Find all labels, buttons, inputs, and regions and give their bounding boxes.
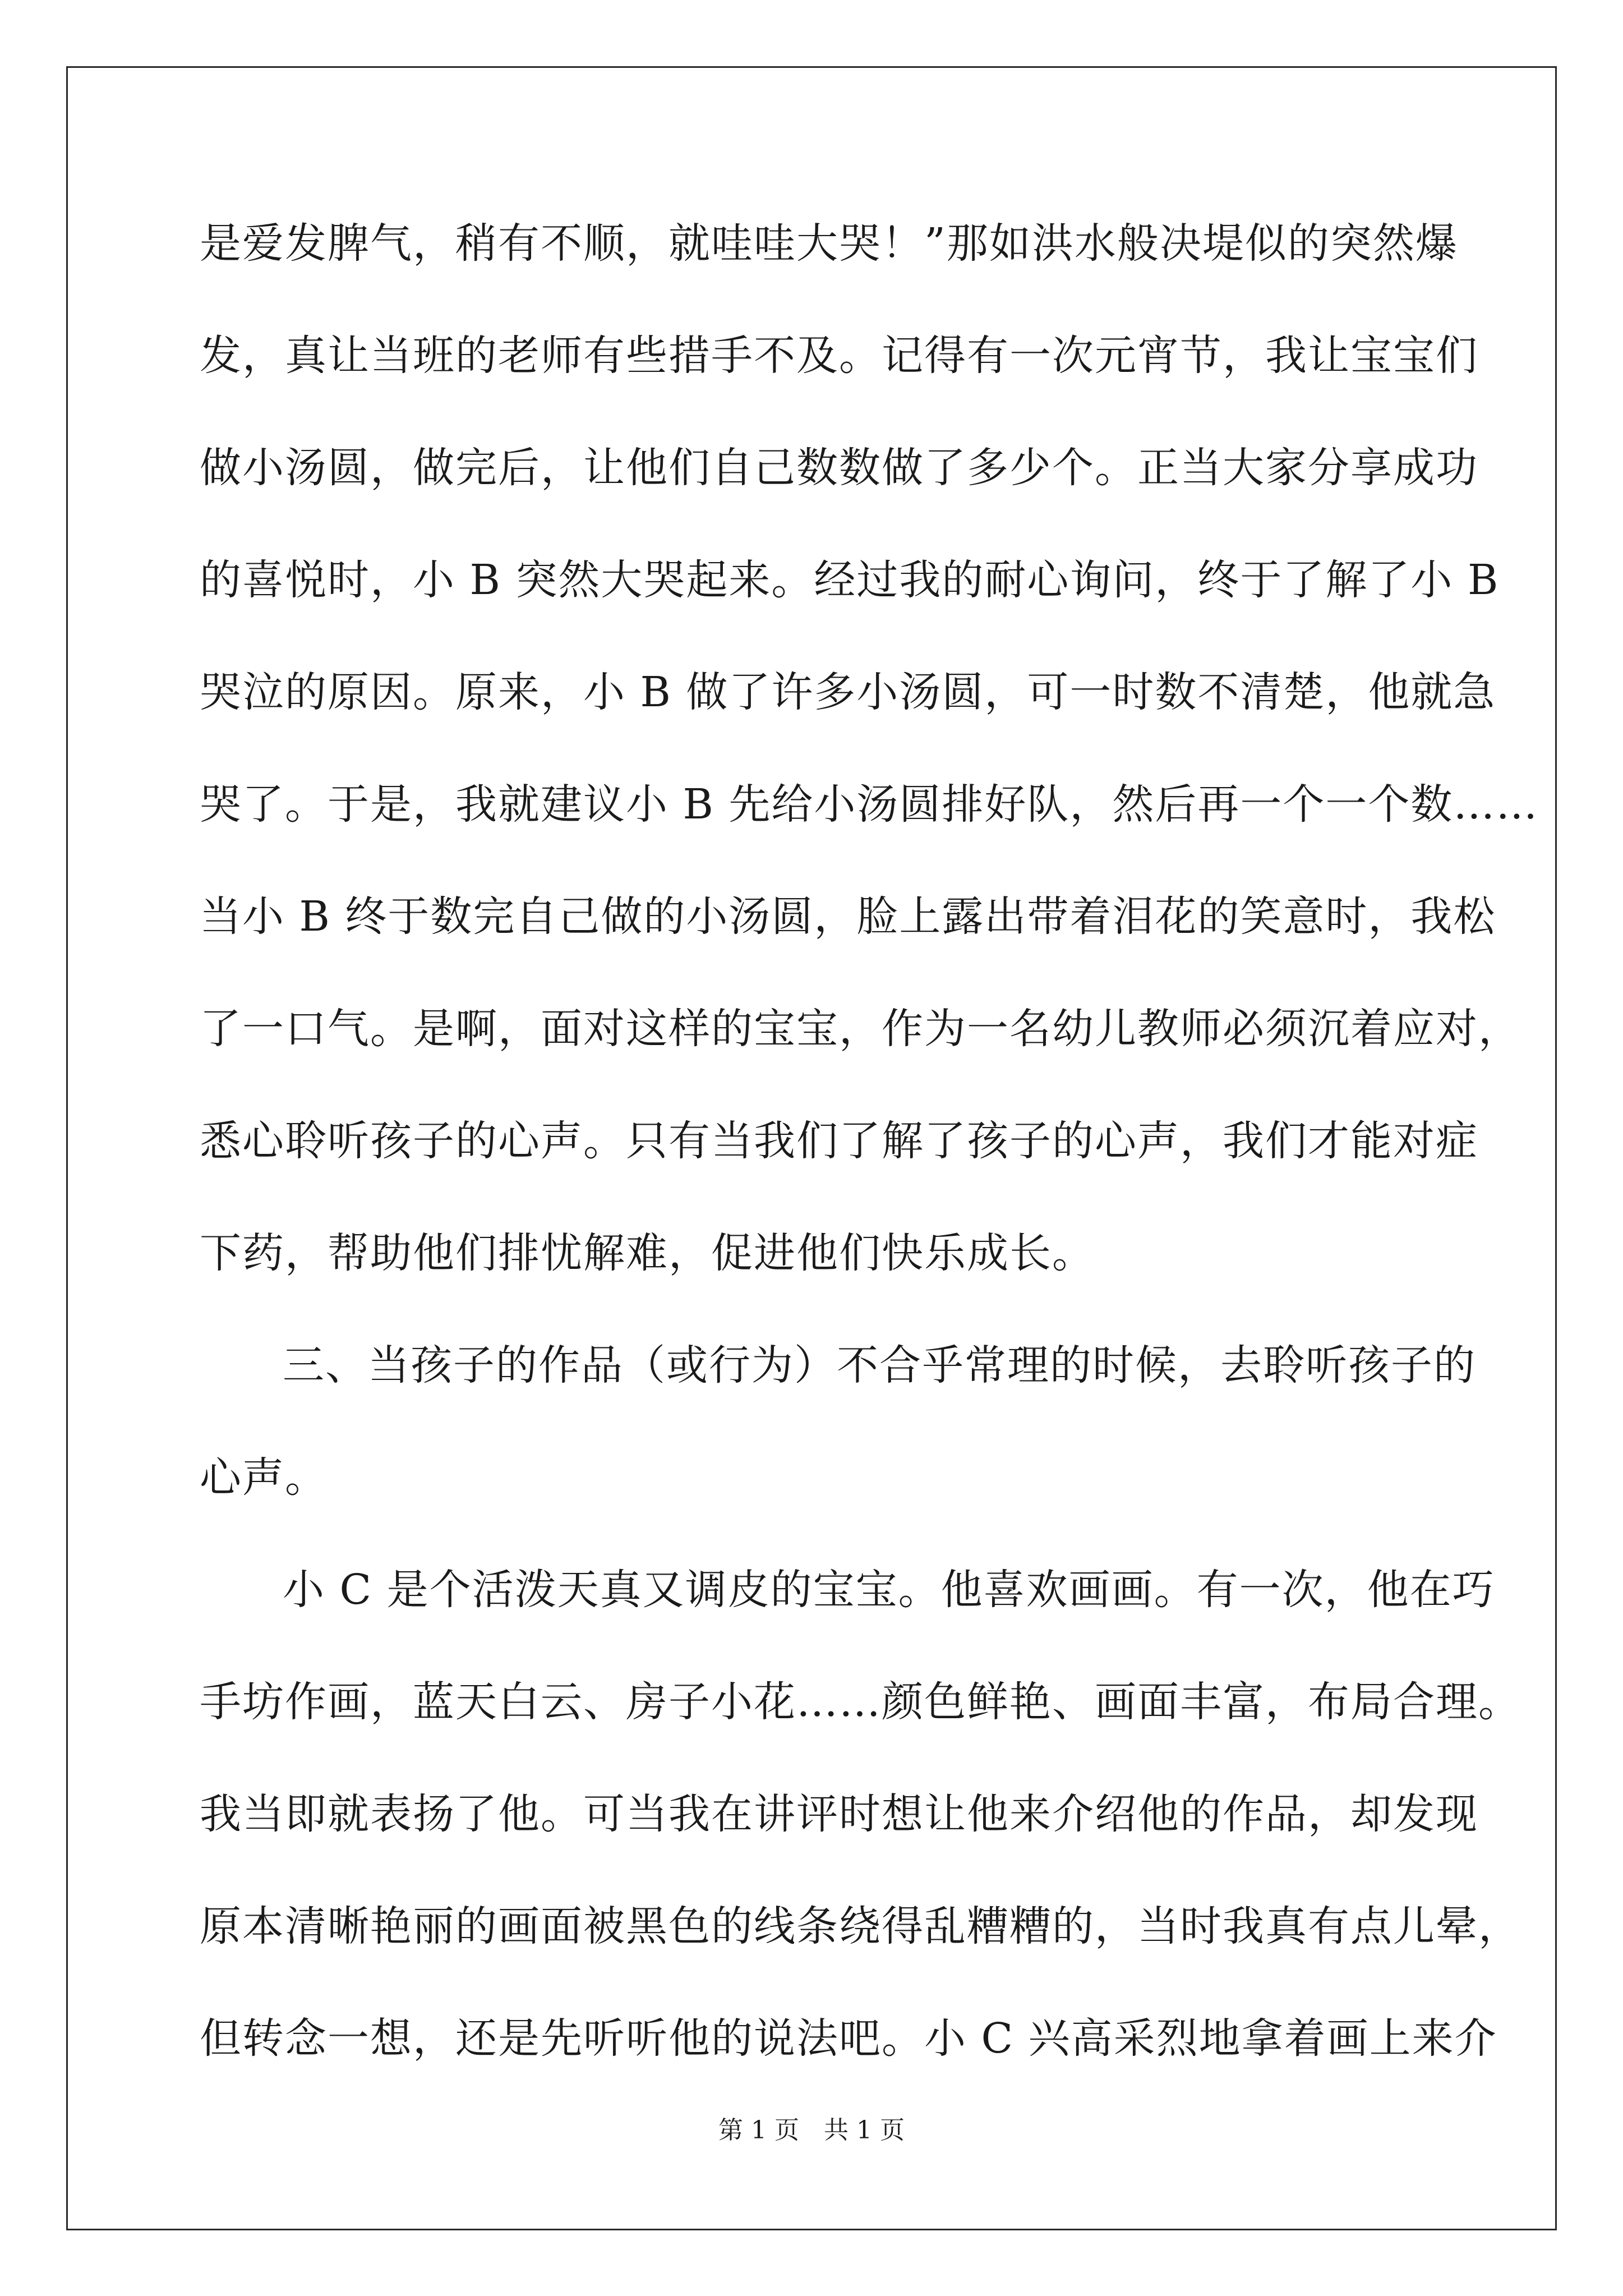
text-line: 原本清晰艳丽的画面被黑色的线条绕得乱糟糟的，当时我真有点儿晕，	[200, 1902, 1521, 1950]
text-line: 当小 B 终于数完自己做的小汤圆，脸上露出带着泪花的笑意时，我松	[200, 892, 1496, 941]
text-line: 了一口气。是啊，面对这样的宝宝，作为一名幼儿教师必须沉着应对，	[200, 1005, 1521, 1053]
text-line: 小 C 是个活泼天真又调皮的宝宝。他喜欢画画。有一次，他在巧	[283, 1566, 1495, 1614]
text-line: 哭了。于是，我就建议小 B 先给小汤圆排好队，然后再一个一个数……	[200, 780, 1539, 829]
text-line: 悉心聆听孩子的心声。只有当我们了解了孩子的心声，我们才能对症	[200, 1117, 1478, 1165]
section-heading-line: 心声。	[200, 1453, 328, 1502]
text-line: 我当即就表扬了他。可当我在讲评时想让他来介绍他的作品，却发现	[200, 1790, 1478, 1838]
section-heading-line: 三、当孩子的作品（或行为）不合乎常理的时候，去聆听孩子的	[283, 1341, 1476, 1389]
page-footer: 第 1 页 共 1 页	[718, 2116, 905, 2145]
text-line: 手坊作画，蓝天白云、房子小花……颜色鲜艳、画面丰富，布局合理。	[200, 1678, 1521, 1726]
text-line: 下药，帮助他们排忧解难，促进他们快乐成长。	[200, 1229, 1095, 1277]
text-line: 是爱发脾气，稍有不顺，就哇哇大哭！”那如洪水般决堤似的突然爆	[200, 219, 1458, 268]
text-line: 哭泣的原因。原来，小 B 做了许多小汤圆，可一时数不清楚，他就急	[200, 668, 1496, 716]
text-line: 但转念一想，还是先听听他的说法吧。小 C 兴高采烈地拿着画上来介	[200, 2014, 1497, 2063]
text-line: 做小汤圆，做完后，让他们自己数数做了多少个。正当大家分享成功	[200, 444, 1478, 492]
text-line: 发，真让当班的老师有些措手不及。记得有一次元宵节，我让宝宝们	[200, 332, 1478, 380]
text-line: 的喜悦时，小 B 突然大哭起来。经过我的耐心询问，终于了解了小 B	[200, 556, 1500, 604]
